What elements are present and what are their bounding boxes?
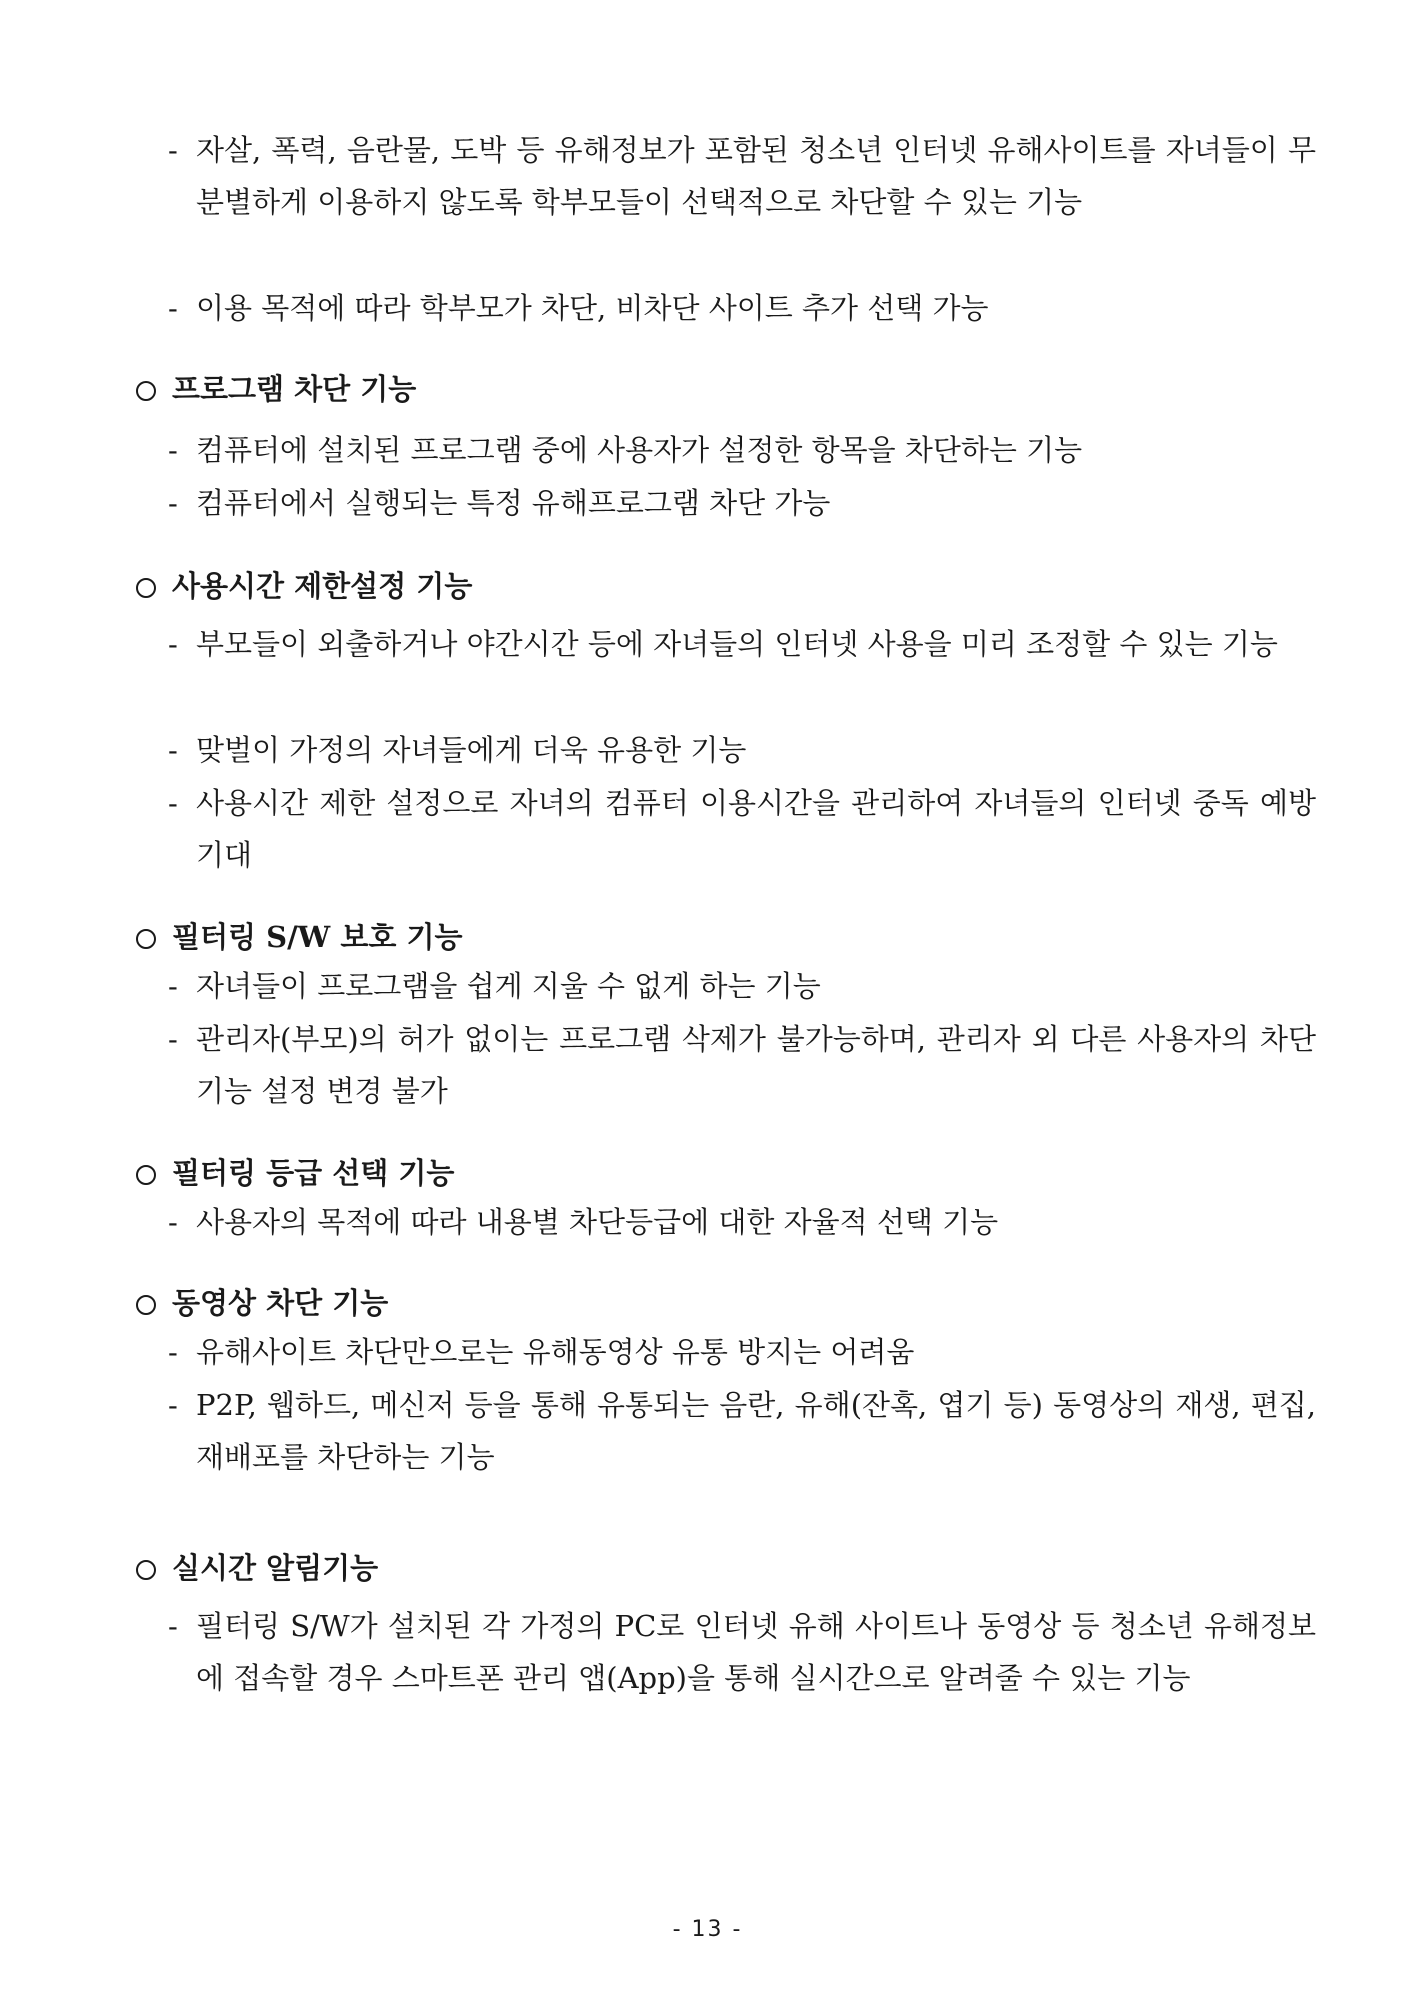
list-item [168,1379,1316,1483]
section-title: 필터링 등급 선택 기능 [172,1156,455,1190]
item-text: 자녀들이 프로그램을 쉽게 지울 수 없게 하는 기능 [196,969,821,1003]
section-title: 필터링 S/W 보호 기능 [172,920,463,954]
circle-bullet-icon [136,1165,156,1185]
item-text: 부모들이 외출하거나 야간시간 등에 자녀들의 인터넷 사용을 미리 조정할 수 있는 기능 [196,627,1278,661]
list-item [168,724,1316,776]
dash-bullet: - [168,1022,178,1056]
item-text: 사용자의 목적에 따라 내용별 차단등급에 대한 자율적 선택 기능 [196,1205,999,1239]
section-heading [136,1546,378,1587]
circle-bullet-icon [136,381,156,401]
circle-bullet-icon [136,1560,156,1580]
section-title: 실시간 알림기능 [172,1551,379,1585]
section-heading [136,1151,454,1192]
section-heading [136,564,472,605]
list-item [168,282,1316,334]
item-text: 이용 목적에 따라 학부모가 차단, 비차단 사이트 추가 선택 가능 [196,291,989,325]
list-item [168,1196,1316,1248]
section-heading [136,367,416,408]
dash-bullet: - [168,133,178,167]
circle-bullet-icon [136,929,156,949]
item-text: 필터링 S/W가 설치된 각 가정의 PC로 인터넷 유해 사이트나 동영상 등 청소년 유해정보에 접속할 경우 스마트폰 관리 앱(App)을 통해 실시간으로 알려줄 수 있는 기능 [196,1609,1316,1695]
dash-bullet: - [168,433,178,467]
circle-bullet-icon [136,1295,156,1315]
dash-bullet: - [168,733,178,767]
section-title: 사용시간 제한설정 기능 [172,569,473,603]
dash-bullet: - [168,1335,178,1369]
dash-bullet: - [168,1609,178,1643]
list-item [168,777,1316,881]
list-item [168,960,1316,1012]
item-text: 유해사이트 차단만으로는 유해동영상 유통 방지는 어려움 [196,1335,915,1369]
section-heading [136,915,463,956]
item-text: 관리자(부모)의 허가 없이는 프로그램 삭제가 불가능하며, 관리자 외 다른 사용자의 차단기능 설정 변경 불가 [196,1022,1316,1108]
page-number: - 13 - [672,1917,743,1942]
dash-bullet: - [168,291,178,325]
item-text: 맞벌이 가정의 자녀들에게 더욱 유용한 기능 [196,733,747,767]
item-text: 컴퓨터에서 실행되는 특정 유해프로그램 차단 가능 [196,486,831,520]
list-item [168,424,1316,476]
list-item [168,618,1316,670]
list-item [168,124,1316,228]
section-heading [136,1281,388,1322]
list-item [168,1013,1316,1117]
dash-bullet: - [168,486,178,520]
list-item [168,1600,1316,1704]
item-text: 컴퓨터에 설치된 프로그램 중에 사용자가 설정한 항목을 차단하는 기능 [196,433,1083,467]
dash-bullet: - [168,786,178,820]
list-item [168,1326,1316,1378]
section-title: 프로그램 차단 기능 [172,372,417,406]
item-text: 자살, 폭력, 음란물, 도박 등 유해정보가 포함된 청소년 인터넷 유해사이트를 자녀들이 무분별하게 이용하지 않도록 학부모들이 선택적으로 차단할 수 있는 기능 [196,133,1316,219]
dash-bullet: - [168,627,178,661]
dash-bullet: - [168,1205,178,1239]
section-title: 동영상 차단 기능 [172,1286,389,1320]
item-text: P2P, 웹하드, 메신저 등을 통해 유통되는 음란, 유해(잔혹, 엽기 등) 동영상의 재생, 편집, 재배포를 차단하는 기능 [196,1388,1316,1474]
list-item [168,477,1316,529]
dash-bullet: - [168,969,178,1003]
circle-bullet-icon [136,578,156,598]
item-text: 사용시간 제한 설정으로 자녀의 컴퓨터 이용시간을 관리하여 자녀들의 인터넷 중독 예방 기대 [196,786,1316,872]
dash-bullet: - [168,1388,178,1422]
